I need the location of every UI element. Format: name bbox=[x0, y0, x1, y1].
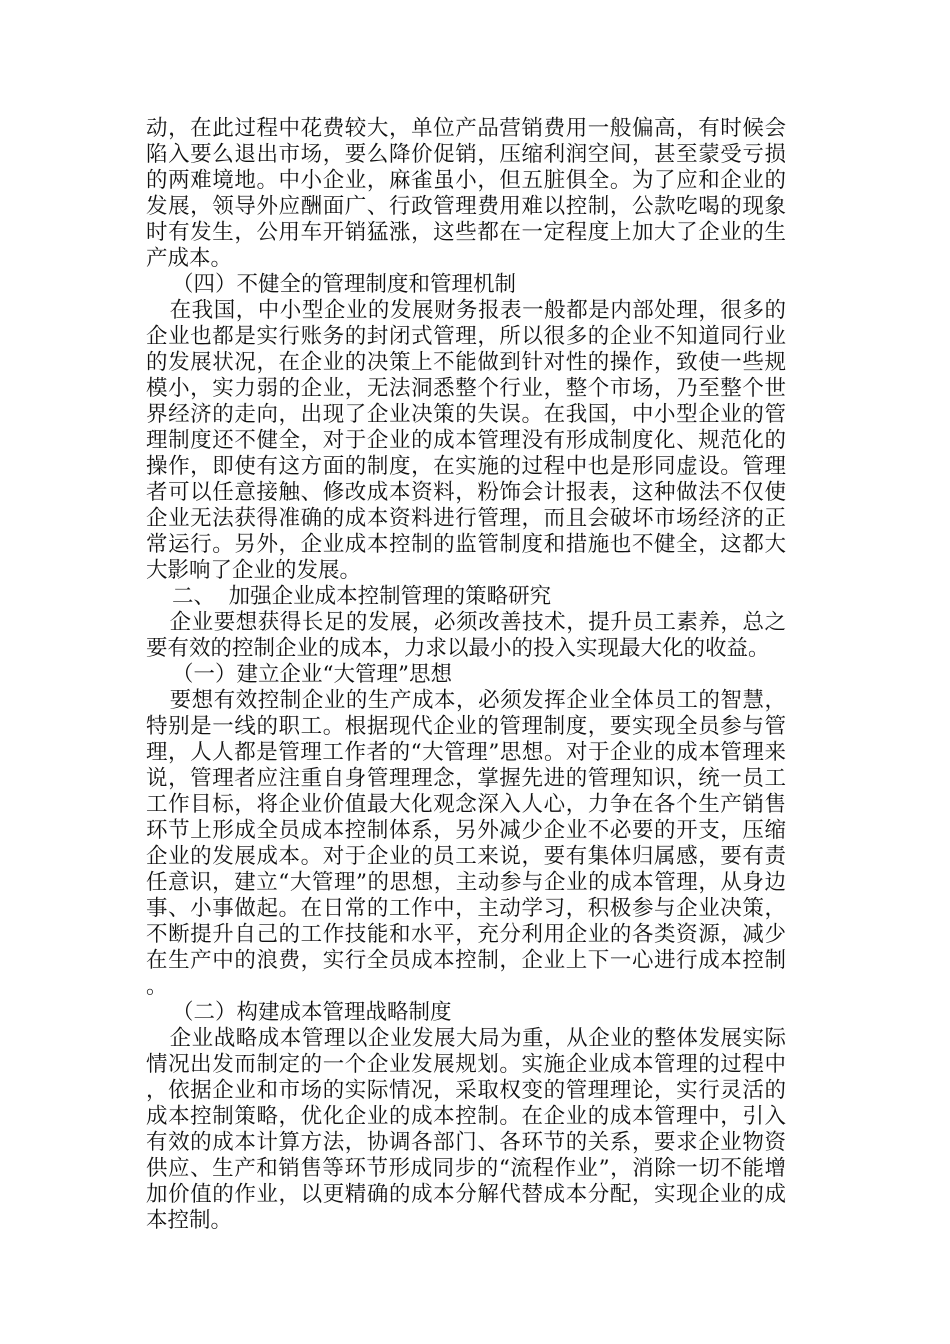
body-paragraph: 在我国，中小型企业的发展财务报表一般都是内部处理，很多的企业也都是实行账务的封闭式管理，所以很多的企业不知道同行业的发展状况，在企业的决策上不能做到针对性的操作，致使一些规模小，实力弱的企业，无法洞悉整个行业，整个市场，乃至整个世界经济的走向，出现了企业决策的失误。在我国，中小型企业的管理制度还不健全，对于企业的成本管理没有形成制度化、规范化的操作，即使有这方面的制度，在实施的过程中也是形同虚设。管理者可以任意接触、修改成本资料，粉饰会计报表，这种做法不仅使企业无法获得准确的成本资料进行管理，而且会破坏市场经济的正常运行。另外，企业成本控制的监管制度和措施也不健全，这都大大影响了企业的发展。 bbox=[146, 298, 786, 583]
body-paragraph: 企业要想获得长足的发展，必须改善技术，提升员工素养，总之要有效的控制企业的成本，力求以最小的投入实现最大化的收益。 bbox=[146, 610, 786, 661]
section-heading: 二、 加强企业成本控制管理的策略研究 bbox=[172, 584, 552, 609]
document-page bbox=[146, 116, 786, 1234]
section-heading: （一）建立企业“大管理”思想 bbox=[172, 662, 452, 687]
section-heading: （四）不健全的管理制度和管理机制 bbox=[172, 272, 517, 297]
body-paragraph: 企业战略成本管理以企业发展大局为重，从企业的整体发展实际情况出发而制定的一个企业发展规划。实施企业成本管理的过程中，依据企业和市场的实际情况，采取权变的管理理论，实行灵活的成本控制策略，优化企业的成本控制。在企业的成本管理中，引入有效的成本计算方法，协调各部门、各环节的关系，要求企业物资供应、生产和销售等环节形成同步的“流程作业”，消除一切不能增加价值的作业，以更精确的成本分解代替成本分配，实现企业的成本控制。 bbox=[146, 1026, 786, 1233]
section-heading: （二）构建成本管理战略制度 bbox=[172, 1000, 452, 1025]
body-paragraph: 动，在此过程中花费较大，单位产品营销费用一般偏高，有时候会陷入要么退出市场，要么降价促销，压缩利润空间，甚至蒙受亏损的两难境地。中小企业，麻雀虽小，但五脏俱全。为了应和企业的发展，领导外应酬面广、行政管理费用难以控制，公款吃喝的现象时有发生，公用车开销猛涨，这些都在一定程度上加大了企业的生产成本。 bbox=[146, 116, 786, 271]
body-paragraph: 要想有效控制企业的生产成本，必须发挥企业全体员工的智慧，特别是一线的职工。根据现代企业的管理制度，要实现全员参与管理，人人都是管理工作者的“大管理”思想。对于企业的成本管理来说，管理者应注重自身管理理念，掌握先进的管理知识，统一员工工作目标，将企业价值最大化观念深入人心，力争在各个生产销售环节上形成全员成本控制体系，另外减少企业不必要的开支，压缩企业的发展成本。对于企业的员工来说，要有集体归属感，要有责任意识，建立“大管理”的思想，主动参与企业的成本管理，从身边事、小事做起。在日常的工作中，主动学习，积极参与企业决策，不断提升自己的工作技能和水平，充分利用企业的各类资源，减少在生产中的浪费，实行全员成本控制，企业上下一心进行成本控制。 bbox=[146, 688, 786, 999]
